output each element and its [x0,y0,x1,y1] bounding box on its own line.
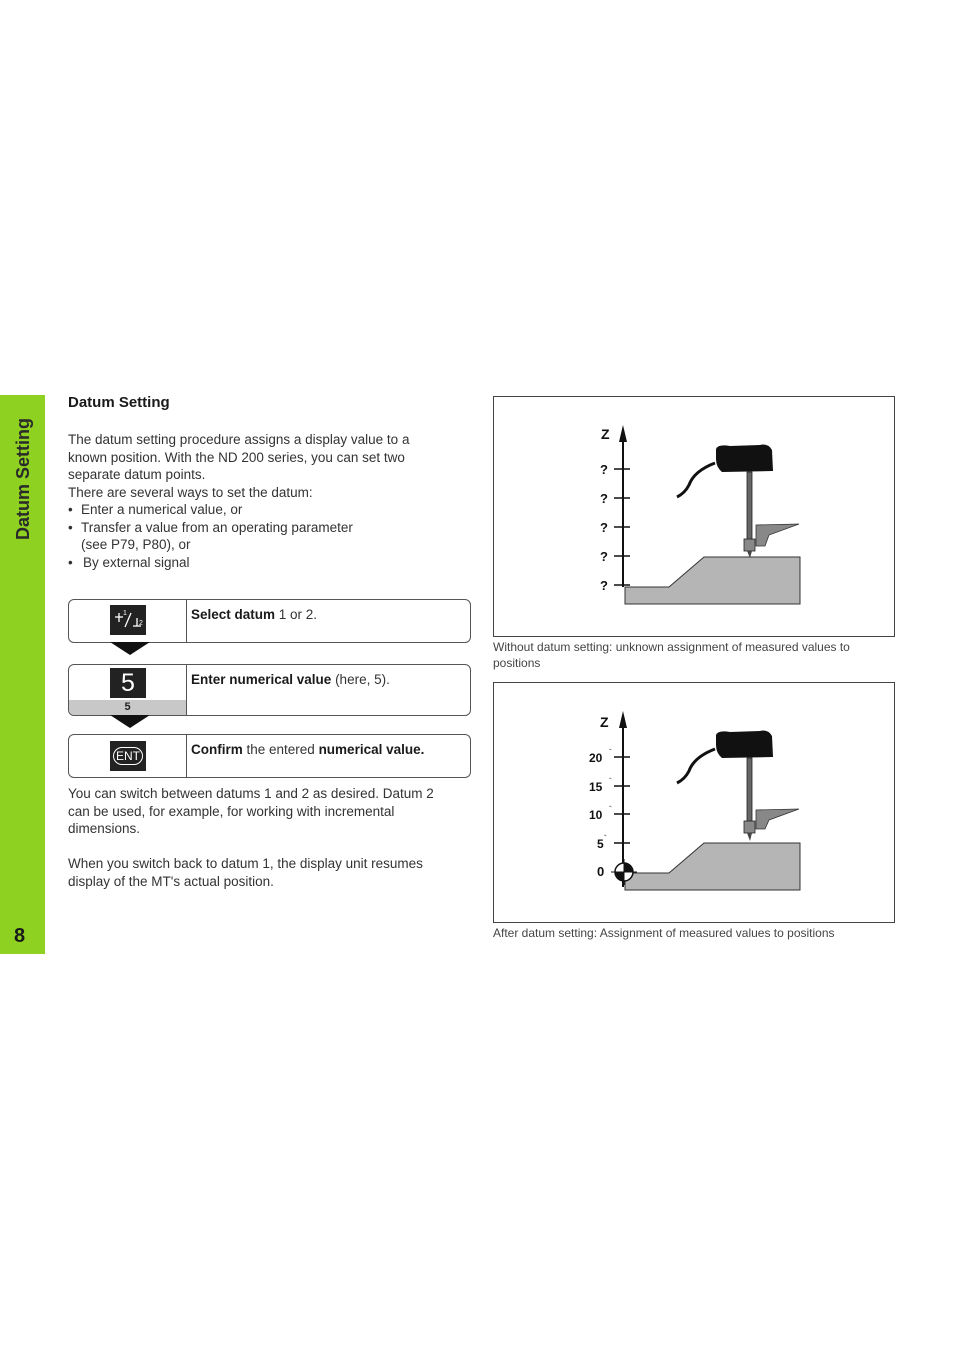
z-axis-arrow-icon [619,425,627,442]
step-divider [186,665,187,715]
explanation-text [68,785,434,890]
step-confirm [68,734,471,778]
probe-tip [744,539,755,551]
probe-head [716,445,773,472]
figure-without-datum [493,396,895,637]
text-line: When you switch back to datum 1, the display unit resumes [68,856,423,871]
tick-label: 10 [589,808,603,822]
tick-label: ? [600,462,608,477]
digit-5-key[interactable]: 5 [110,668,146,698]
section-heading: Datum Setting [68,394,170,411]
probe-stem [747,472,752,542]
svg-text:‶: ‶ [609,778,612,785]
text-line: dimensions. [68,821,141,836]
text-line: can be used, for example, for working with incremental [68,803,395,819]
probe-stem [747,758,752,828]
step-arrow-icon [110,642,150,655]
step-enter-value [68,664,471,716]
tick-label: 20 [589,751,603,765]
step-instruction: Select datum 1 or 2. [191,607,318,622]
step-select-datum [68,599,471,643]
svg-text:‶: ‶ [609,749,612,756]
workpiece [625,843,800,890]
text-line: display of the MT's actual position. [68,873,274,889]
step-arrow-icon [110,715,150,728]
z-axis-arrow-icon [619,711,627,728]
z-axis-label: Z [600,714,609,730]
svg-text:‶: ‶ [609,806,612,813]
probe-head [716,731,773,758]
tick-label: 0 [597,864,605,879]
bullet-item: • Enter a numerical value, or [68,502,243,517]
svg-text:2: 2 [139,620,143,627]
bullet-item: • By external signal [68,554,190,570]
figure-caption: After datum setting: Assignment of measured values to positions [493,926,835,940]
datum-select-key[interactable] [110,605,146,635]
figure-after-datum [493,682,895,923]
probe-cable [677,749,715,783]
figure-diagram [494,397,894,636]
figure-caption: Without datum setting: unknown assignment of measured values to positions [493,640,850,670]
step-instruction: Confirm the entered numerical value. [191,742,425,757]
text-line: You can switch between datums 1 and 2 as desired. Datum 2 [68,786,434,801]
probe-bracket [756,809,799,829]
intro-line: There are several ways to set the datum: [68,484,313,500]
intro-line: separate datum points. [68,467,206,482]
tick-label: ? [600,520,608,535]
svg-text:1: 1 [123,610,127,617]
probe-cable [677,463,715,497]
tick-label: ? [600,491,608,506]
intro-text [68,431,409,571]
tick-label: ? [600,578,608,593]
display-value: 5 [69,700,186,715]
probe-tip [744,821,755,833]
bullet-item: • Transfer a value from an operating parameter [68,519,353,535]
tick-label: ? [600,549,608,564]
probe-bracket [756,524,799,546]
step-divider [186,600,187,642]
datum-select-key-icon [110,605,146,635]
sidebar-title: Datum Setting [13,417,33,540]
z-axis-label: Z [601,426,610,442]
figure-diagram [494,683,894,922]
tick-label: 5 [597,837,604,851]
svg-text:‶: ‶ [604,835,607,842]
ent-key-label: ENT [113,747,143,765]
tick-label: 15 [589,780,603,794]
ent-key[interactable] [110,741,146,771]
intro-line: The datum setting procedure assigns a display value to a [68,432,410,447]
page-number: 8 [14,925,26,947]
step-divider [186,735,187,777]
bullet-item-continued: (see P79, P80), or [81,537,191,552]
workpiece [625,557,800,604]
intro-line: known position. With the ND 200 series, you can set two [68,449,405,465]
step-instruction: Enter numerical value (here, 5). [191,672,390,687]
